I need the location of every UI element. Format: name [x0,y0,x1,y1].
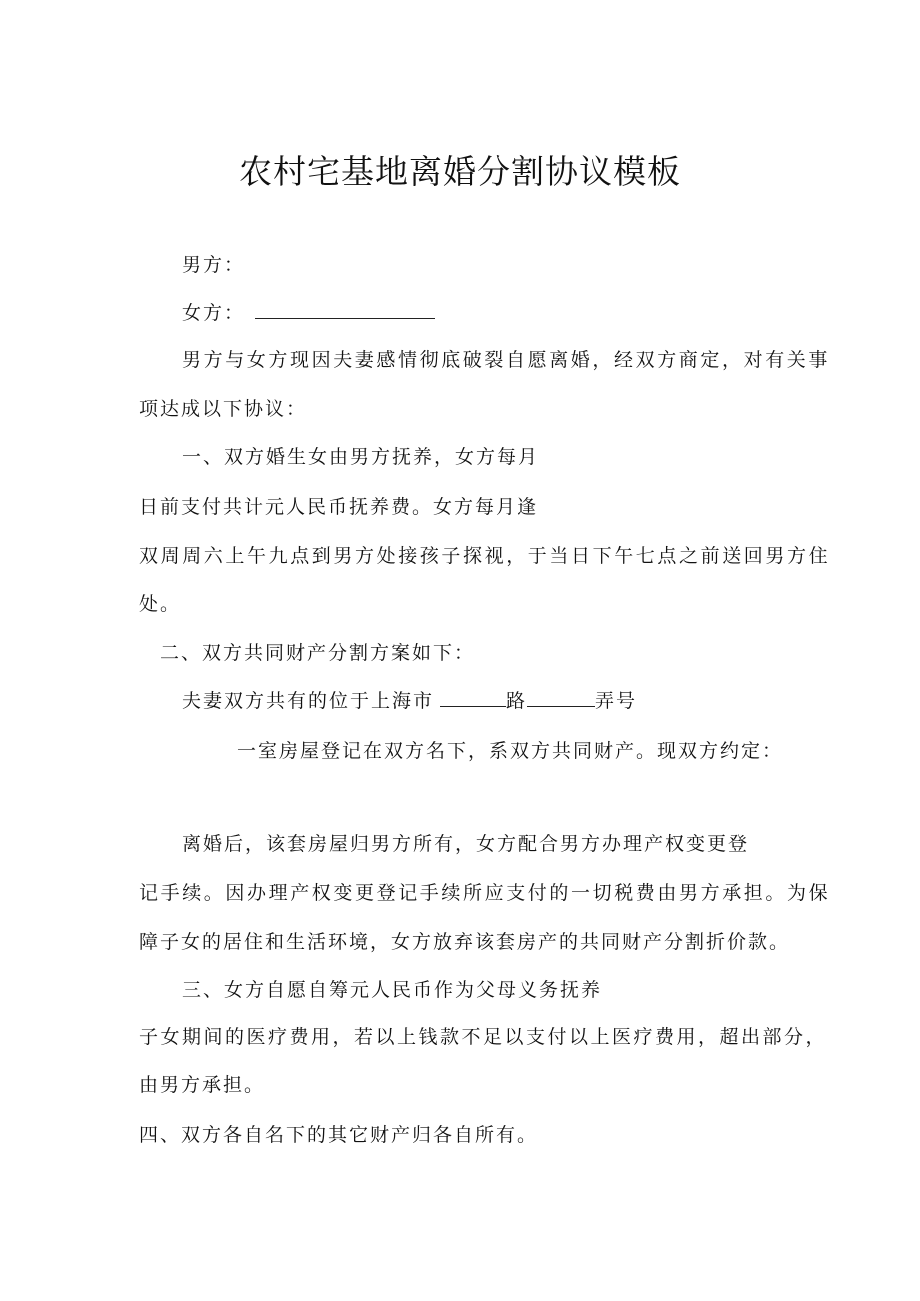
wife-line [182,300,435,326]
section-3-line-3: 由男方承担。 [139,1074,266,1096]
section-2-line-2: 一室房屋登记在双方名下，系双方共同财产。现双方约定： [237,740,784,762]
husband-label: 男方： [182,254,246,276]
address-prefix: 夫妻双方共有的位于上海市 [182,690,435,712]
road-blank [440,688,506,707]
section-2-heading: 二、双方共同财产分割方案如下： [160,642,476,664]
wife-name-blank [255,300,435,319]
wife-label: 女方： [182,302,246,324]
section-1-line-4: 处。 [139,593,182,615]
section-3-line-2: 子女期间的医疗费用，若以上钱款不足以支付以上医疗费用，超出部分， [139,1026,828,1048]
lane-number-label: 弄号 [595,690,638,712]
section-2-para-2-line-1: 离婚后，该套房屋归男方所有，女方配合男方办理产权变更登 [182,833,750,855]
intro-line-1: 男方与女方现因夫妻感情彻底破裂自愿离婚，经双方商定，对有关事 [182,349,831,371]
section-4-line-1: 四、双方各自名下的其它财产归各自所有。 [139,1124,539,1146]
section-2-para-2-line-3: 障子女的居住和生活环境，女方放弃该套房产的共同财产分割折价款。 [139,931,791,953]
section-1-line-2: 日前支付共计元人民币抚养费。女方每月逢 [139,496,539,518]
intro-line-2: 项达成以下协议： [139,398,308,420]
section-1-line-3: 双周周六上午九点到男方处接孩子探视，于当日下午七点之前送回男方住 [139,545,831,567]
section-1-line-1: 一、双方婚生女由男方抚养，女方每月 [182,446,540,468]
section-2-address-line [182,688,637,714]
road-label: 路 [506,690,528,712]
lane-blank [527,688,595,707]
document-title: 农村宅基地离婚分割协议模板 [239,152,681,191]
section-3-line-1: 三、女方自愿自筹元人民币作为父母义务抚养 [182,979,603,1001]
section-2-para-2-line-2: 记手续。因办理产权变更登记手续所应支付的一切税费由男方承担。为保 [139,882,831,904]
